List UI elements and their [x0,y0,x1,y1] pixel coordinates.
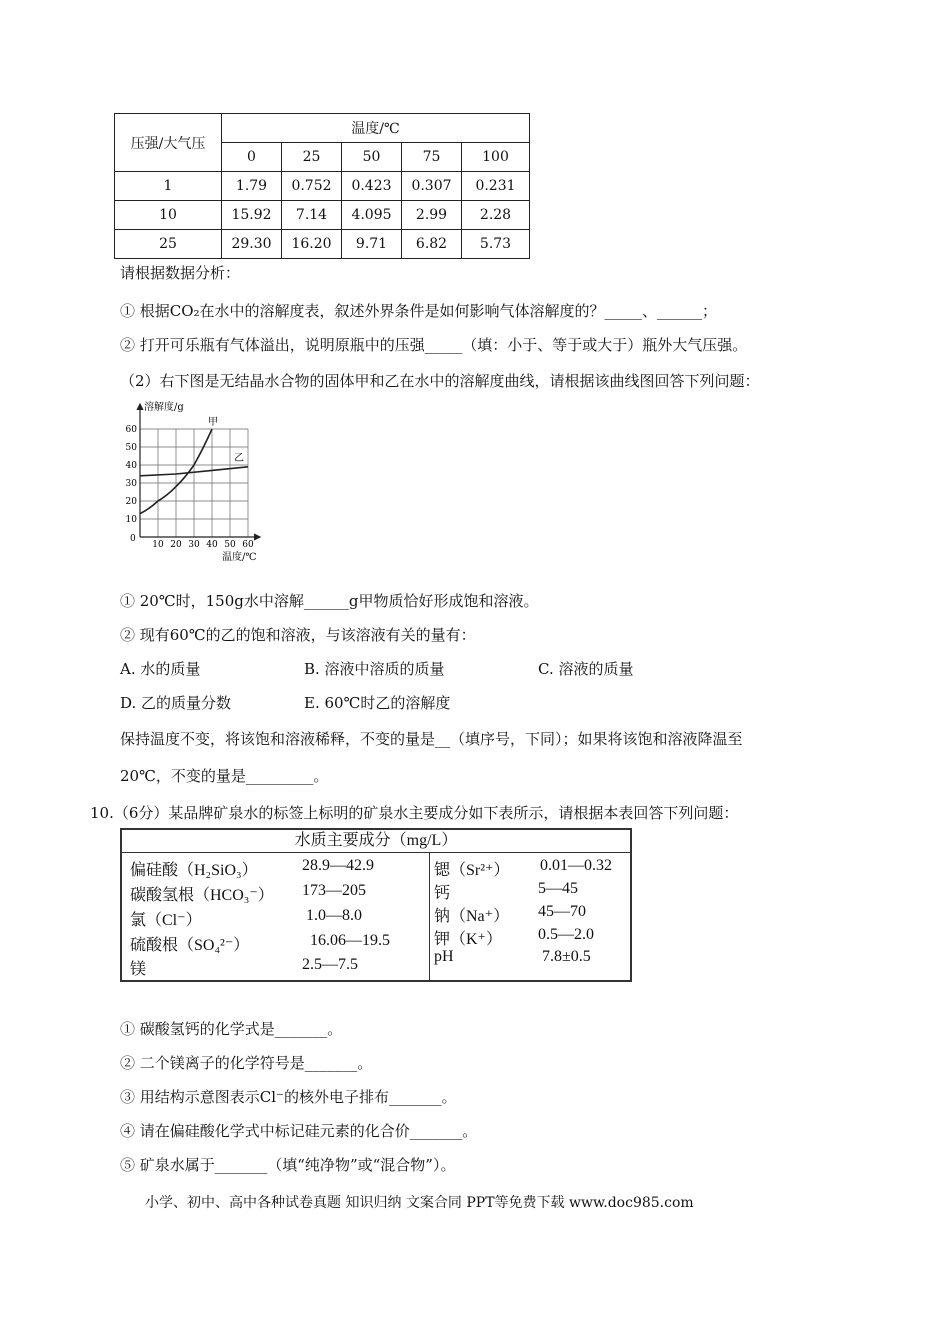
series-label: 乙 [234,452,244,464]
chart-ticks [126,425,254,550]
label-item-name: 镁 [130,961,147,978]
x-tick-label: 60 [242,540,254,550]
label-item-value: 0.01—0.32 [540,857,612,874]
y-tick-label: 50 [125,443,137,453]
value-cell: 2.28 [462,201,530,230]
label-item-value: 7.8±0.5 [542,948,591,965]
temp-cell: 75 [402,143,462,172]
option-e: E. 60℃时乙的溶解度 [304,694,451,712]
value-cell: 0.423 [342,172,402,201]
x-tick-label: 40 [206,540,218,550]
y-tick-label: 40 [125,461,137,471]
x-tick-label: 20 [170,540,182,550]
part-2-prompt: （2）右下图是无结晶水合物的固体甲和乙在水中的溶解度曲线，请根据该曲线图回答下列问题： [120,372,760,390]
label-item-value: 2.5—7.5 [302,956,358,973]
y-axis-label: 溶解度/g [144,402,184,413]
label-item-name: 钠（Na⁺） [434,908,510,925]
label-item-value: 5—45 [538,880,578,897]
y-tick-label: 30 [125,479,137,489]
temp-cell: 100 [462,143,530,172]
sub-question-2: ② 现有60℃的乙的饱和溶液，与该溶液有关的量有： [120,626,476,644]
x-tick-label: 10 [152,540,164,550]
label-item-value: 28.9—42.9 [302,857,374,874]
label-item-value: 0.5—2.0 [538,926,594,943]
value-cell: 0.752 [282,172,342,201]
question-10: 10.（6分）某品牌矿泉水的标签上标明的矿泉水主要成分如下表所示，请根据本表回答下列问题： [90,804,739,822]
analyze-prompt: 请根据数据分析： [120,264,241,282]
value-cell: 2.99 [402,201,462,230]
option-a: A. 水的质量 [120,660,201,678]
label-item-name: 碳酸氢根（HCO₃⁻） [130,887,274,904]
mineral-question-1: ① 碳酸氢钙的化学式是_______。 [120,1020,343,1038]
option-d: D. 乙的质量分数 [120,694,232,712]
value-cell: 9.71 [342,230,402,259]
mineral-question-4: ④ 请在偏硅酸化学式中标记硅元素的化合价_______。 [120,1122,478,1140]
keep-temp-line-2: 20℃，不变的量是_________。 [120,767,329,785]
temp-cell: 25 [282,143,342,172]
question-2: ② 打开可乐瓶有气体溢出，说明原瓶中的压强_____（填：小于、等于或大于）瓶外大气压强。 [120,336,748,354]
value-cell: 5.73 [462,230,530,259]
label-item-value: 16.06—19.5 [310,932,390,949]
table-row [115,201,530,230]
chart-grid [140,429,248,537]
value-cell: 4.095 [342,201,402,230]
x-axis-label: 温度/℃ [222,552,257,563]
label-item-name: 钙 [434,885,451,902]
label-item-name: pH [434,948,454,965]
temp-cell: 50 [342,143,402,172]
pressure-header: 压强/大气压 [115,114,222,172]
option-b: B. 溶液中溶质的质量 [304,660,445,678]
table-row [115,172,530,201]
value-cell: 15.92 [222,201,282,230]
mineral-question-2: ② 二个镁离子的化学符号是_______。 [120,1054,373,1072]
label-item-name: 锶（Sr²⁺） [434,862,510,879]
table-row [115,230,530,259]
value-cell: 29.30 [222,230,282,259]
x-tick-label: 50 [224,540,236,550]
co2-solubility-table [114,113,530,259]
y-tick-label: 20 [125,497,137,507]
label-title: 水质主要成分（mg/L） [122,830,630,853]
value-cell: 6.82 [402,230,462,259]
value-cell: 0.231 [462,172,530,201]
option-c: C. 溶液的质量 [538,660,634,678]
value-cell: 7.14 [282,201,342,230]
y-tick-label: 60 [125,425,137,435]
temperature-header: 温度/℃ [222,114,530,143]
keep-temp-line-1: 保持温度不变，将该饱和溶液稀释，不变的量是__（填序号，下同）；如果将该饱和溶液降温至 [120,730,743,748]
pressure-cell: 1 [115,172,222,201]
label-item-name: 偏硅酸（H₂SiO₃） [130,862,258,879]
temp-cell: 0 [222,143,282,172]
origin-label: 0 [130,534,136,544]
label-item-name: 钾（K⁺） [434,931,503,948]
label-item-value: 45—70 [538,903,586,920]
value-cell: 1.79 [222,172,282,201]
label-item-name: 氯（Cl⁻） [130,912,202,929]
question-1: ① 根据CO₂在水中的溶解度表，叙述外界条件是如何影响气体溶解度的？_____、______； [120,302,718,320]
page-footer: 小学、初中、高中各种试卷真题 知识归纳 文案合同 PPT等免费下载 www.doc985.com [145,1195,694,1211]
solubility-chart [118,398,268,566]
label-item-value: 173—205 [302,882,366,899]
x-tick-label: 30 [188,540,200,550]
label-item-value: 1.0—8.0 [306,907,362,924]
pressure-cell: 10 [115,201,222,230]
mineral-question-3: ③ 用结构示意图表示Cl⁻的核外电子排布_______。 [120,1088,457,1106]
value-cell: 0.307 [402,172,462,201]
mineral-question-5: ⑤ 矿泉水属于_______（填“纯净物”或“混合物”）。 [120,1156,456,1174]
y-tick-label: 10 [125,515,137,525]
series-label: 甲 [208,417,218,428]
label-item-name: 硫酸根（SO₄²⁻） [130,937,250,954]
mineral-water-label [120,828,632,982]
sub-question-1: ① 20℃时，150g水中溶解______g甲物质恰好形成饱和溶液。 [120,592,539,610]
value-cell: 16.20 [282,230,342,259]
pressure-cell: 25 [115,230,222,259]
